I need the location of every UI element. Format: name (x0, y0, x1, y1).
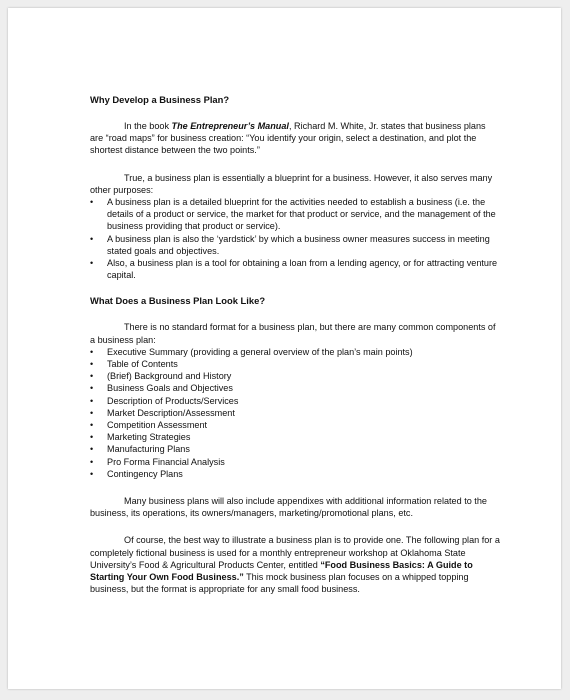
section-heading-why: Why Develop a Business Plan? (90, 94, 230, 105)
list-item: • (Brief) Background and History (90, 370, 500, 382)
document-body (90, 94, 500, 596)
example-text-post: This mock business plan focuses on a whipped topping business, but the format is appropriate for any small food business. (90, 572, 469, 595)
list-item: • Executive Summary (providing a general overview of the plan’s main points) (90, 346, 500, 358)
paragraph-example (90, 534, 500, 595)
components-list (90, 346, 500, 480)
list-item: • Table of Contents (90, 358, 500, 370)
example-text-pre: Of course, the best way to illustrate a business plan is to provide one. The following plan for a completely fictional business is used for a monthly entrepreneur workshop at Oklahoma State University’s Food & Agricultural Products Center, entitled (90, 535, 500, 570)
list-item: • Business Goals and Objectives (90, 382, 500, 394)
book-title: The Entrepreneur’s Manual (171, 121, 289, 131)
paragraph-purposes: True, a business plan is essentially a blueprint for a business. However, it also serves many other purposes: (90, 172, 493, 195)
purposes-list (90, 196, 500, 281)
list-item: • Competition Assessment (90, 419, 500, 431)
intro-text-pre: In the book (124, 121, 172, 131)
workshop-title: “Food Business Basics: A Guide to Starting Your Own Food Business.” (90, 559, 473, 583)
list-item: • Also, a business plan is a tool for obtaining a loan from a lending agency, or for attracting venture capital. (90, 257, 500, 281)
list-item: • Pro Forma Financial Analysis (90, 456, 500, 468)
list-item: • Contingency Plans (90, 468, 500, 480)
list-item: • A business plan is a detailed blueprint for the activities needed to establish a business (i.e. the details of a product or service, the market for that product or service, and the management of the business providing that product or service). (90, 196, 500, 233)
paragraph-intro (90, 120, 500, 157)
paragraph-components: There is no standard format for a business plan, but there are many common components of a business plan: (90, 322, 496, 345)
intro-text-post: , Richard M. White, Jr. states that business plans are “road maps” for business creation: “You identify your origin, select a destination, and plot the shortest distance between the two points.” (90, 121, 486, 156)
list-item: • Manufacturing Plans (90, 443, 500, 455)
section-heading-what: What Does a Business Plan Look Like? (90, 295, 266, 307)
list-item: • Marketing Strategies (90, 431, 500, 443)
list-item: • A business plan is also the ‘yardstick’ by which a business owner measures success in meeting stated goals and objectives. (90, 233, 500, 257)
list-item: • Market Description/Assessment (90, 407, 500, 419)
paragraph-appendix: Many business plans will also include appendixes with additional information related to the business, its operations, its owners/managers, marketing/promotional plans, etc. (90, 496, 487, 519)
document-page (8, 8, 561, 689)
list-item: • Description of Products/Services (90, 395, 500, 407)
